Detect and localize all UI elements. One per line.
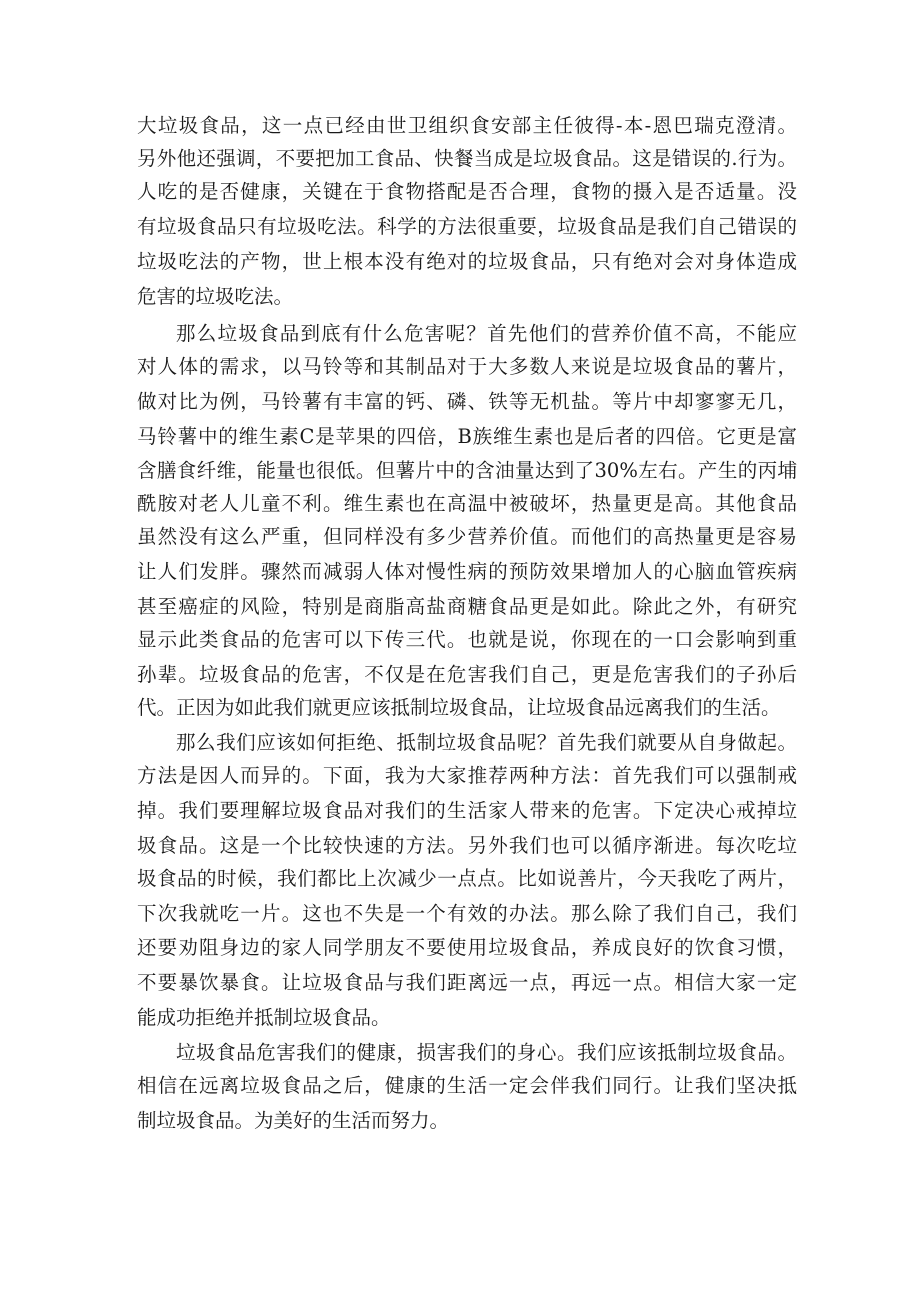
text-line: 下次我就吃一片。这也不失是一个有效的办法。那么除了我们自己，我们 <box>137 902 797 925</box>
text-line: 显示此类食品的危害可以下传三代。也就是说，你现在的一口会影响到重 <box>137 628 797 651</box>
text-line: 危害的垃圾吃法。 <box>137 285 294 308</box>
paragraph-first-line: 垃圾食品危害我们的健康，损害我们的身心。我们应该抵制垃圾食品。 <box>176 1041 797 1064</box>
text-line: 对人体的需求，以马铃等和其制品对于大多数人来说是垃圾食品的薯片， <box>137 355 797 378</box>
text-line: 相信在远离垃圾食品之后，健康的生活一定会伴我们同行。让我们坚决抵 <box>137 1074 797 1097</box>
text-line: 大垃圾食品，这一点已经由世卫组织食安部主任彼得-本-恩巴瑞克澄清。 <box>137 114 797 137</box>
text-line: 孙辈。垃圾食品的危害，不仅是在危害我们自己，更是危害我们的子孙后 <box>137 663 797 686</box>
text-line: 不要暴饮暴食。让垃圾食品与我们距离远一点，再远一点。相信大家一定 <box>137 971 797 994</box>
text-line: 做对比为例，马铃薯有丰富的钙、磷、铁等无机盐。等片中却寥寥无几， <box>137 390 797 413</box>
paragraph-first-line: 那么我们应该如何拒绝、抵制垃圾食品呢？首先我们就要从自身做起。 <box>176 731 797 754</box>
text-line: 虽然没有这么严重，但同样没有多少营养价值。而他们的高热量更是容易 <box>137 525 797 548</box>
text-line: 圾食品。这是一个比较快速的方法。另外我们也可以循序渐进。每次吃垃 <box>137 834 797 857</box>
text-line: 酰胺对老人儿童不利。维生素也在高温中被破坏，热量更是高。其他食品 <box>137 492 797 515</box>
text-line: 含膳食纤维，能量也很低。但薯片中的含油量达到了30%左右。产生的丙埔 <box>137 459 797 482</box>
paragraph-first-line: 那么垃圾食品到底有什么危害呢？首先他们的营养价值不高，不能应 <box>176 322 797 345</box>
text-line: 人吃的是否健康，关键在于食物搭配是否合理，食物的摄入是否适量。没 <box>137 180 797 203</box>
text-line: 甚至癌症的风险，特别是商脂高盐商糖食品更是如此。除此之外，有研究 <box>137 595 797 618</box>
text-line: 另外他还强调，不要把加工食品、快餐当成是垃圾食品。这是错误的.行为。 <box>137 147 797 170</box>
text-line: 还要劝阻身边的家人同学朋友不要使用垃圾食品，养成良好的饮食习惯， <box>137 936 797 959</box>
text-line: 让人们发胖。骤然而减弱人体对慢性病的预防效果增加人的心脑血管疾病 <box>137 560 797 583</box>
text-line: 圾食品的时候，我们都比上次减少一点点。比如说善片，今天我吃了两片， <box>137 867 797 890</box>
text-line: 能成功拒绝并抵制垃圾食品。 <box>137 1006 391 1029</box>
text-line: 制垃圾食品。为美好的生活而努力。 <box>137 1109 450 1132</box>
text-line: 代。正因为如此我们就更应该抵制垃圾食品，让垃圾食品远离我们的生活。 <box>137 696 781 719</box>
text-line: 方法是因人而异的。下面，我为大家推荐两种方法：首先我们可以强制戒 <box>137 764 797 787</box>
text-line: 马铃薯中的维生素C是苹果的四倍，B族维生素也是后者的四倍。它更是富 <box>137 425 797 448</box>
text-line: 有垃圾食品只有垃圾吃法。科学的方法很重要，垃圾食品是我们自己错误的 <box>137 215 797 238</box>
text-line: 垃圾吃法的产物，世上根本没有绝对的垃圾食品，只有绝对会对身体造成 <box>137 250 797 273</box>
text-line: 掉。我们要理解垃圾食品对我们的生活家人带来的危害。下定决心戒掉垃 <box>137 799 797 822</box>
